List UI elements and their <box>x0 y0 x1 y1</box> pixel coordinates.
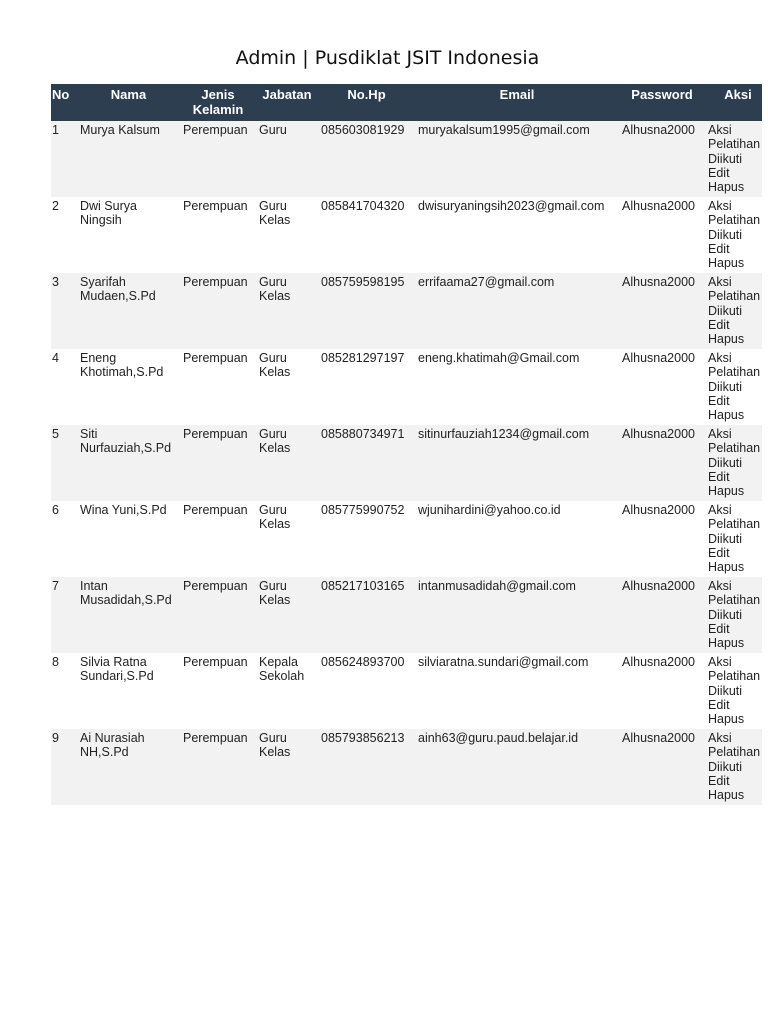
cell-jabatan: Guru Kelas <box>259 199 291 228</box>
cell-nama: Ai Nurasiah NH,S.Pd <box>77 729 180 805</box>
cell-jenis-kelamin: Perempuan <box>180 273 256 349</box>
cell-jabatan: Guru Kelas <box>256 425 318 501</box>
cell-nama: Eneng Khotimah,S.Pd <box>80 351 164 380</box>
cell-jenis-kelamin: Perempuan <box>183 503 248 517</box>
cell-email: muryakalsum1995@gmail.com <box>415 121 619 197</box>
table-header-row <box>51 84 762 121</box>
cell-no: 6 <box>52 503 59 517</box>
column-header-no-hp: No.Hp <box>318 84 415 121</box>
cell-no-hp: 085603081929 <box>318 121 415 197</box>
edit-link[interactable]: Edit <box>708 621 730 636</box>
cell-nama: Syarifah Mudaen,S.Pd <box>77 273 180 349</box>
cell-no-hp: 085841704320 <box>321 199 405 213</box>
cell-email: sitinurfauziah1234@gmail.com <box>415 425 619 501</box>
cell-no: 7 <box>51 577 77 653</box>
edit-link[interactable]: Edit <box>708 469 730 484</box>
aksi-label: Aksi <box>708 503 732 517</box>
cell-no-hp: 085793856213 <box>318 729 415 805</box>
edit-link[interactable]: Edit <box>708 773 730 788</box>
edit-link[interactable]: Edit <box>708 393 730 408</box>
pelatihan-diikuti-link[interactable]: Pelatihan Diikuti <box>708 517 761 546</box>
pelatihan-diikuti-link[interactable]: Pelatihan Diikuti <box>708 213 761 242</box>
hapus-link[interactable]: Hapus <box>708 712 745 727</box>
pelatihan-diikuti-link[interactable]: Pelatihan Diikuti <box>708 441 761 470</box>
cell-aksi <box>705 273 762 349</box>
aksi-label: Aksi <box>708 199 732 213</box>
column-header-aksi: Aksi <box>705 84 762 121</box>
cell-nama: Wina Yuni,S.Pd <box>80 503 167 517</box>
cell-no: 8 <box>52 655 59 669</box>
cell-aksi <box>705 349 762 425</box>
hapus-link[interactable]: Hapus <box>708 332 745 347</box>
cell-password: Alhusna2000 <box>619 729 705 805</box>
table-row <box>51 273 762 349</box>
cell-password: Alhusna2000 <box>619 273 705 349</box>
cell-jenis-kelamin: Perempuan <box>180 425 256 501</box>
aksi-label: Aksi <box>708 123 732 137</box>
cell-nama: Intan Musadidah,S.Pd <box>77 577 180 653</box>
cell-no: 3 <box>51 273 77 349</box>
hapus-link[interactable]: Hapus <box>708 256 745 271</box>
column-header-no: No <box>51 84 77 121</box>
hapus-link[interactable]: Hapus <box>708 180 745 195</box>
hapus-link[interactable]: Hapus <box>708 636 745 651</box>
hapus-link[interactable]: Hapus <box>708 560 745 575</box>
cell-email: intanmusadidah@gmail.com <box>415 577 619 653</box>
cell-password: Alhusna2000 <box>619 577 705 653</box>
edit-link[interactable]: Edit <box>708 545 730 560</box>
cell-jabatan: Guru Kelas <box>259 351 291 380</box>
cell-no-hp: 085281297197 <box>321 351 405 365</box>
table-row <box>51 653 762 729</box>
aksi-label: Aksi <box>708 655 732 669</box>
hapus-link[interactable]: Hapus <box>708 408 745 423</box>
column-header-nama: Nama <box>77 84 180 121</box>
aksi-label: Aksi <box>708 731 732 745</box>
cell-jabatan: Guru Kelas <box>256 273 318 349</box>
hapus-link[interactable]: Hapus <box>708 484 745 499</box>
aksi-label: Aksi <box>708 427 732 441</box>
table-row <box>51 729 762 805</box>
cell-jabatan: Guru <box>256 121 318 197</box>
cell-email: ainh63@guru.paud.belajar.id <box>415 729 619 805</box>
cell-nama: Dwi Surya Ningsih <box>80 199 137 228</box>
cell-no-hp: 085880734971 <box>318 425 415 501</box>
cell-no: 4 <box>52 351 59 365</box>
cell-nama: Murya Kalsum <box>77 121 180 197</box>
cell-jabatan: Kepala Sekolah <box>259 655 305 684</box>
cell-no: 5 <box>51 425 77 501</box>
hapus-link[interactable]: Hapus <box>708 788 745 803</box>
cell-aksi <box>705 577 762 653</box>
cell-jenis-kelamin: Perempuan <box>183 655 248 669</box>
cell-no-hp: 085775990752 <box>321 503 405 517</box>
cell-aksi <box>705 653 762 729</box>
cell-password: Alhusna2000 <box>622 351 695 365</box>
cell-jabatan: Guru Kelas <box>256 729 318 805</box>
cell-password: Alhusna2000 <box>622 199 695 213</box>
cell-aksi <box>705 425 762 501</box>
users-table <box>51 84 762 805</box>
cell-aksi <box>705 197 762 273</box>
cell-email: dwisuryaningsih2023@gmail.com <box>418 199 605 213</box>
table-row <box>51 121 762 197</box>
aksi-label: Aksi <box>708 579 732 593</box>
table-row <box>51 349 762 425</box>
edit-link[interactable]: Edit <box>708 697 730 712</box>
cell-email: errifaama27@gmail.com <box>415 273 619 349</box>
table-row <box>51 425 762 501</box>
pelatihan-diikuti-link[interactable]: Pelatihan Diikuti <box>708 669 761 698</box>
cell-password: Alhusna2000 <box>622 655 695 669</box>
aksi-label: Aksi <box>708 275 732 289</box>
cell-no: 2 <box>52 199 59 213</box>
cell-no-hp: 085217103165 <box>318 577 415 653</box>
column-header-email: Email <box>415 84 619 121</box>
cell-no-hp: 085759598195 <box>318 273 415 349</box>
edit-link[interactable]: Edit <box>708 165 730 180</box>
pelatihan-diikuti-link[interactable]: Pelatihan Diikuti <box>708 745 761 774</box>
cell-aksi <box>705 121 762 197</box>
cell-jenis-kelamin: Perempuan <box>183 199 248 213</box>
table-row <box>51 577 762 653</box>
cell-jenis-kelamin: Perempuan <box>180 577 256 653</box>
cell-password: Alhusna2000 <box>619 425 705 501</box>
pelatihan-diikuti-link[interactable]: Pelatihan Diikuti <box>708 137 761 166</box>
cell-nama: Silvia Ratna Sundari,S.Pd <box>80 655 154 684</box>
edit-link[interactable]: Edit <box>708 317 730 332</box>
cell-jenis-kelamin: Perempuan <box>180 729 256 805</box>
cell-email: silviaratna.sundari@gmail.com <box>418 655 589 669</box>
users-table-container <box>51 84 762 805</box>
cell-aksi <box>705 501 762 577</box>
cell-email: wjunihardini@yahoo.co.id <box>418 503 561 517</box>
cell-aksi <box>705 729 762 805</box>
column-header-jabatan: Jabatan <box>256 84 318 121</box>
cell-no: 1 <box>51 121 77 197</box>
cell-email: eneng.khatimah@Gmail.com <box>418 351 580 365</box>
cell-jabatan: Guru Kelas <box>259 503 291 532</box>
column-header-password: Password <box>619 84 705 121</box>
cell-password: Alhusna2000 <box>622 503 695 517</box>
page-title: Admin | Pusdiklat JSIT Indonesia <box>235 47 540 69</box>
cell-jabatan: Guru Kelas <box>256 577 318 653</box>
cell-jenis-kelamin: Perempuan <box>180 121 256 197</box>
cell-no: 9 <box>51 729 77 805</box>
cell-jenis-kelamin: Perempuan <box>183 351 248 365</box>
column-header-jenis-kelamin: Jenis Kelamin <box>180 84 256 121</box>
edit-link[interactable]: Edit <box>708 241 730 256</box>
cell-nama: Siti Nurfauziah,S.Pd <box>77 425 180 501</box>
cell-no-hp: 085624893700 <box>321 655 405 669</box>
pelatihan-diikuti-link[interactable]: Pelatihan Diikuti <box>708 289 761 318</box>
pelatihan-diikuti-link[interactable]: Pelatihan Diikuti <box>708 365 761 394</box>
table-row <box>51 501 762 577</box>
pelatihan-diikuti-link[interactable]: Pelatihan Diikuti <box>708 593 761 622</box>
cell-password: Alhusna2000 <box>619 121 705 197</box>
table-row <box>51 197 762 273</box>
aksi-label: Aksi <box>708 351 732 365</box>
